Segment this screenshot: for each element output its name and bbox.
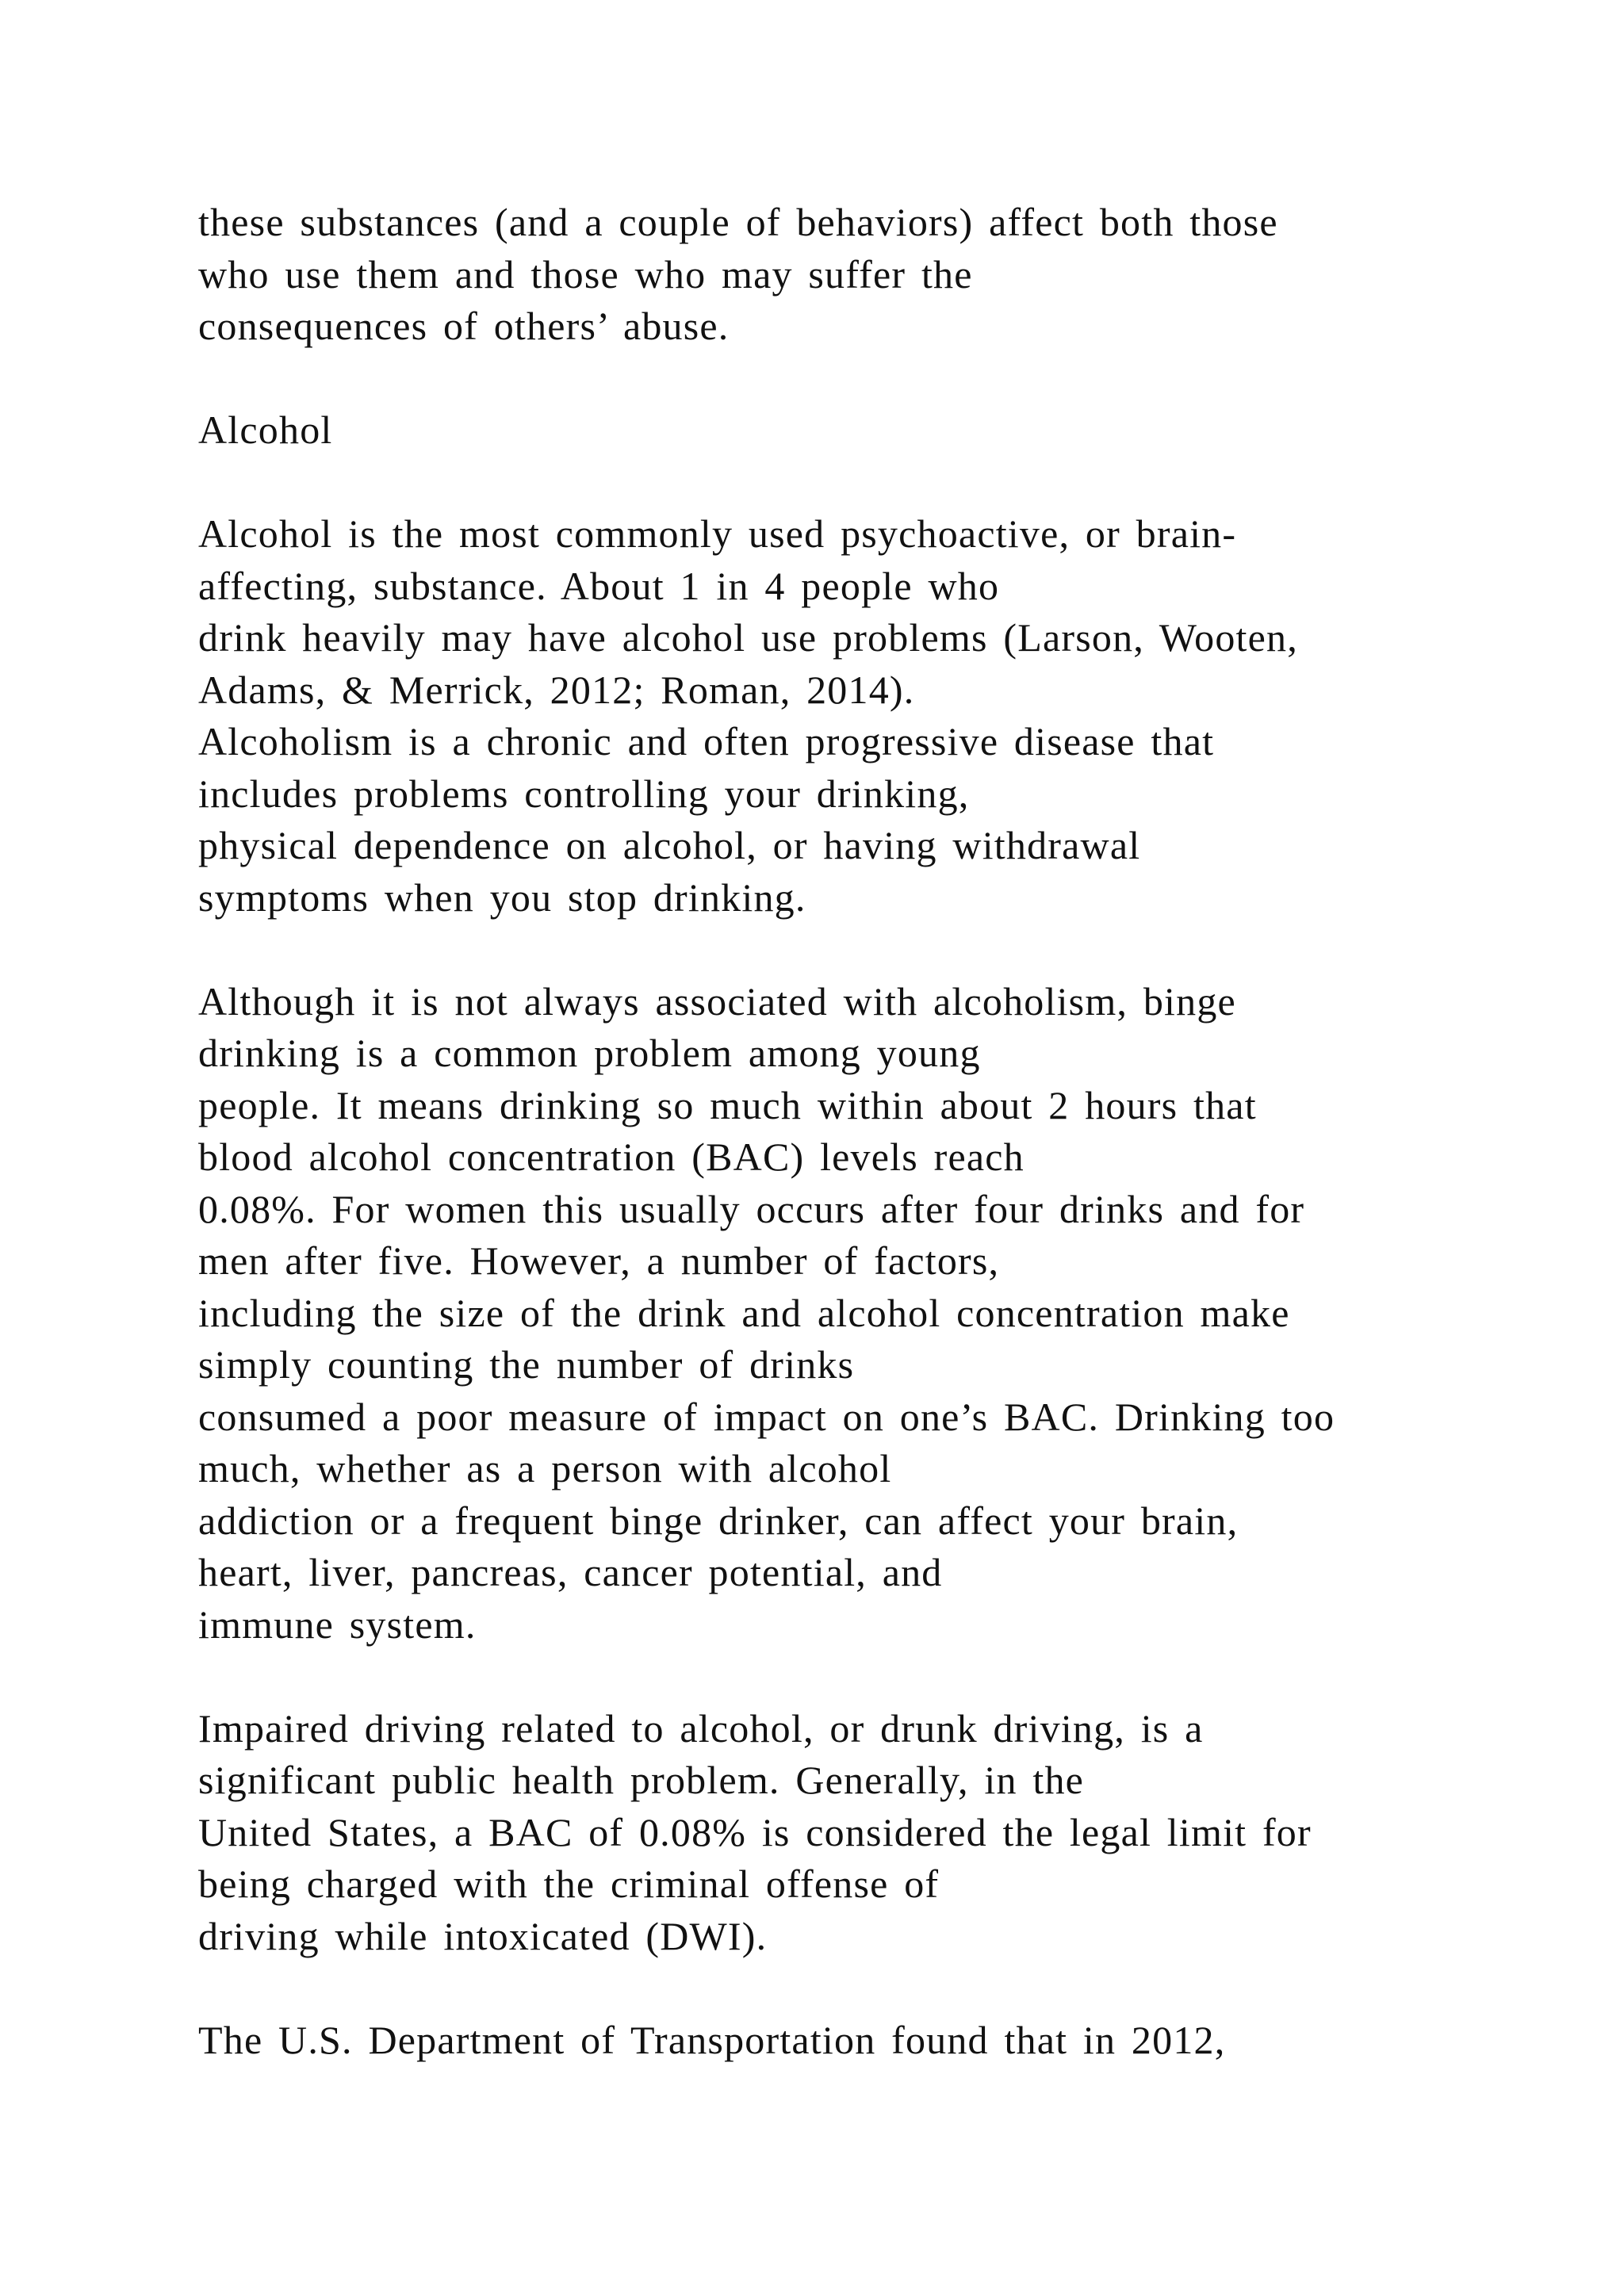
text-line: consequences of others’ abuse. <box>198 304 730 348</box>
text-line: Alcohol is the most commonly used psychoactive, or brain- <box>198 511 1237 556</box>
text-line: affecting, substance. About 1 in 4 people who <box>198 563 1000 608</box>
binge-drinking-paragraph <box>198 976 1594 1651</box>
text-line: much, whether as a person with alcohol <box>198 1446 892 1490</box>
text-line: physical dependence on alcohol, or having withdrawal <box>198 823 1141 867</box>
text-line: immune system. <box>198 1601 477 1647</box>
paragraph-spacer <box>198 1651 1594 1703</box>
text-line: heart, liver, pancreas, cancer potential, and <box>198 1550 943 1594</box>
text-line: blood alcohol concentration (BAC) levels reach <box>198 1135 1025 1179</box>
paragraph-spacer <box>198 353 1594 405</box>
document-body <box>198 197 1594 2066</box>
text-line: includes problems controlling your drinking, <box>198 771 970 816</box>
text-line: these substances (and a couple of behaviors) affect both those <box>198 200 1278 244</box>
paragraph-spacer <box>198 1962 1594 2015</box>
text-line: drink heavily may have alcohol use problems (Larson, Wooten, <box>198 615 1298 660</box>
impaired-driving-paragraph <box>198 1703 1594 1963</box>
intro-paragraph <box>198 197 1594 353</box>
text-line: including the size of the drink and alcohol concentration make <box>198 1290 1290 1335</box>
text-line: Impaired driving related to alcohol, or drunk driving, is a <box>198 1705 1204 1751</box>
text-line: Adams, & Merrick, 2012; Roman, 2014). <box>198 667 915 712</box>
text-line: symptoms when you stop drinking. <box>198 874 806 920</box>
text-line: Alcoholism is a chronic and often progressive disease that <box>198 719 1215 763</box>
text-line: consumed a poor measure of impact on one’s BAC. Drinking too <box>198 1394 1335 1439</box>
text-line: being charged with the criminal offense of <box>198 1862 940 1906</box>
text-line: drinking is a common problem among young <box>198 1031 981 1075</box>
text-line: significant public health problem. Generally, in the <box>198 1758 1085 1802</box>
text-line: men after five. However, a number of factors, <box>198 1238 1000 1283</box>
text-line: people. It means drinking so much within about 2 hours that <box>198 1082 1257 1127</box>
paragraph-spacer <box>198 924 1594 976</box>
text-line: Although it is not always associated with alcoholism, binge <box>198 978 1236 1024</box>
section-heading: Alcohol <box>198 408 333 452</box>
text-line: driving while intoxicated (DWI). <box>198 1913 768 1958</box>
text-line: addiction or a frequent binge drinker, can affect your brain, <box>198 1498 1239 1543</box>
text-line: who use them and those who may suffer the <box>198 251 973 297</box>
text-line: The U.S. Department of Transportation found that in 2012, <box>198 2017 1226 2062</box>
alcohol-paragraph-1 <box>198 508 1594 924</box>
text-line: 0.08%. For women this usually occurs after four drinks and for <box>198 1186 1305 1231</box>
text-line: United States, a BAC of 0.08% is considered the legal limit for <box>198 1809 1312 1854</box>
text-line: simply counting the number of drinks <box>198 1342 855 1387</box>
paragraph-spacer <box>198 457 1594 509</box>
transportation-paragraph <box>198 2015 1594 2067</box>
